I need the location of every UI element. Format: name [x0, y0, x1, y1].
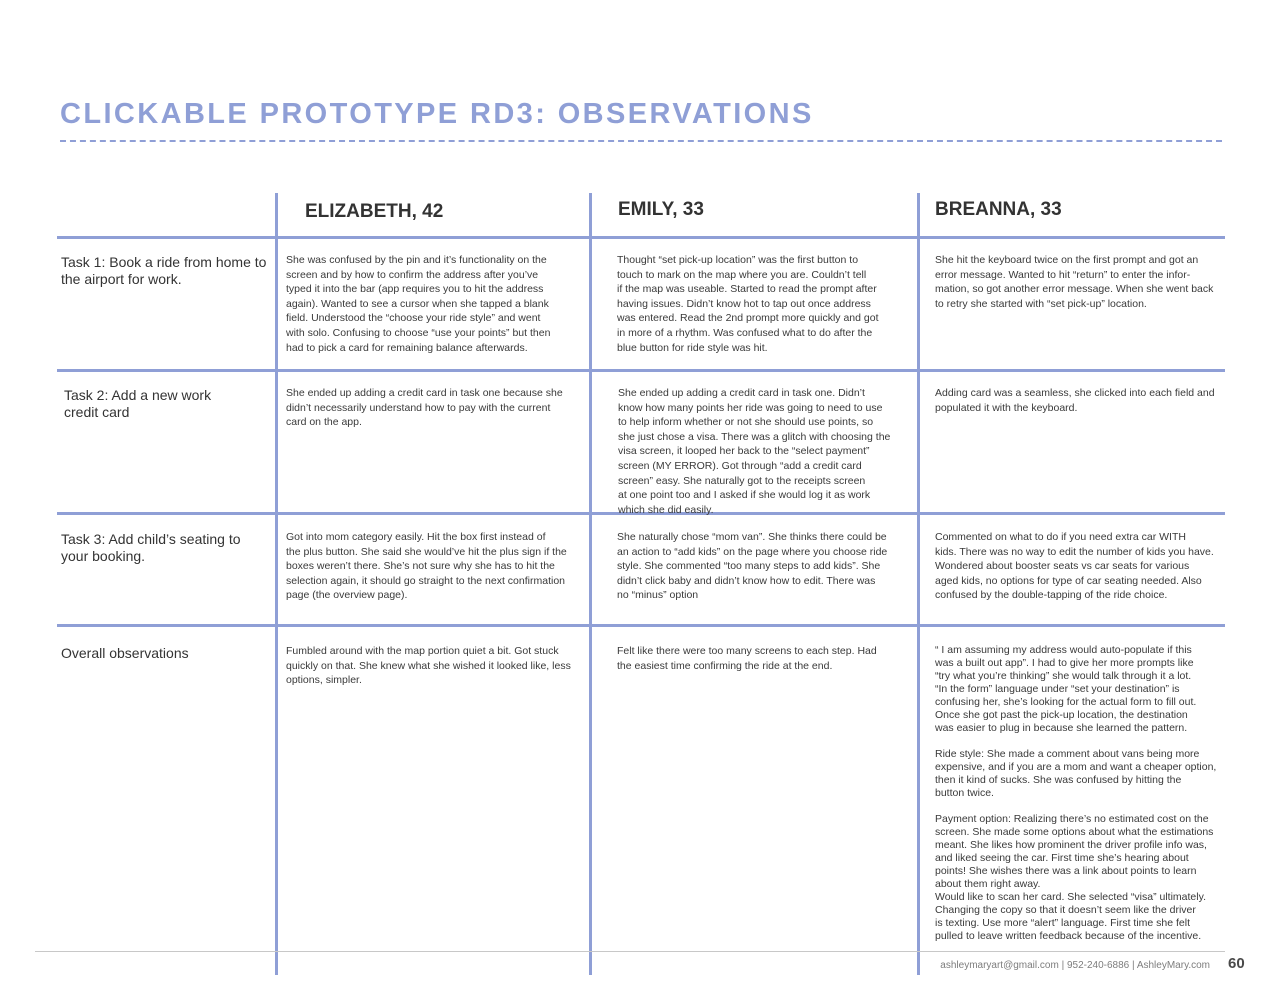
task-3-breanna: Commented on what to do if you need extra car WITH kids. There was no way to edit the number of kids you have. Wondered about booster seats vs car seats for various aged kids, no options for type of car seating needed. Also confused by the double-tapping of the ride choice.	[935, 531, 1214, 602]
column-divider	[275, 193, 278, 975]
task-3-elizabeth: Got into mom category easily. Hit the box first instead of the plus button. She said she would’ve hit the plus sign if the boxes weren’t there. She’s not sure why she has to hit the selection again, it should go straight to the next confirmation page (the overview page).	[286, 531, 567, 602]
row-divider	[57, 624, 1225, 627]
overall-label: Overall observations	[61, 645, 189, 661]
task-3-label: Task 3: Add child’s seating to your booking.	[61, 531, 241, 564]
footer-contact: ashleymaryart@gmail.com | 952-240-6886 | AshleyMary.com	[940, 960, 1210, 971]
task-1-label: Task 1: Book a ride from home to the airport for work.	[61, 254, 267, 287]
task-1-breanna: She hit the keyboard twice on the first prompt and got an error message. Wanted to hit “return” to enter the infor- mation, so got another error message. When she went back to retry she started with “set pick-up” location.	[935, 254, 1214, 310]
task-2-emily: She ended up adding a credit card in task one. Didn’t know how many points her ride was going to need to use to help inform whether or not she should use points, so she just chose a visa. There was a glitch with choosing the visa screen, it looped her back to the “select payment” screen (MY ERROR). Got through “add a credit card screen” easy. She naturally got to the receipts screen at one point too and I asked if she would log it as work which she did easily.	[618, 387, 891, 516]
column-header-emily: EMILY, 33	[618, 199, 704, 220]
column-divider	[917, 193, 920, 975]
row-divider	[57, 369, 1225, 372]
column-header-elizabeth: ELIZABETH, 42	[305, 201, 444, 222]
page-title: CLICKABLE PROTOTYPE RD3: OBSERVATIONS	[60, 98, 814, 130]
title-divider	[60, 140, 1222, 142]
row-divider	[57, 236, 1225, 239]
task-2-elizabeth: She ended up adding a credit card in task one because she didn’t necessarily understand how to pay with the current card on the app.	[286, 387, 563, 429]
overall-elizabeth: Fumbled around with the map portion quiet a bit. Got stuck quickly on that. She knew what she wished it looked like, less options, simpler.	[286, 645, 571, 687]
overall-emily: Felt like there were too many screens to each step. Had the easiest time confirming the ride at the end.	[617, 645, 877, 672]
task-2-label: Task 2: Add a new work credit card	[64, 387, 212, 420]
page-number: 60	[1228, 955, 1245, 972]
footer-divider	[35, 951, 1225, 952]
overall-breanna: “ I am assuming my address would auto-populate if this was a built out app”. I had to give her more prompts like “try what you’re thinking” she would talk through it a lot. “In the form” language under “set your destination” is confusing her, she’s looking for the actual form to fill out. Once she got past the pick-up location, the destination was easier to plug in because she learned the pattern. Ride style: She made a comment about vans being more expensive, and if you are a mom and want a cheaper option, then it kind of sucks. She was confused by hitting the button twice. Payment option: Realizing there’s no estimated cost on the screen. She made some options about what the estimations meant. She likes how prominent the driver profile info was, and liked seeing the car. First time she’s hearing about points! She wishes there was a link about points to learn about them right away. Would like to scan her card. She selected “visa” ultimately. Changing the copy so that it doesn’t seem like the driver is texting. Use more “alert” language. First time she felt pulled to leave written feedback because of the incentive.	[935, 644, 1217, 942]
task-2-breanna: Adding card was a seamless, she clicked into each field and populated it with the keyboard.	[935, 387, 1215, 414]
task-3-emily: She naturally chose “mom van”. She thinks there could be an action to “add kids” on the page where you choose ride style. She commented “too many steps to add kids”. She didn’t click baby and didn’t know how to edit. There was no “minus” option	[617, 531, 888, 602]
column-header-breanna: BREANNA, 33	[935, 199, 1062, 220]
task-1-elizabeth: She was confused by the pin and it’s functionality on the screen and by how to confirm the address after you’ve typed it into the bar (app requires you to hit the address again). Wanted to see a cursor when she tapped a blank field. Understood the “choose your ride style” and went with solo. Confusing to choose “use your points” but then had to pick a card for remaining balance afterwards.	[286, 254, 551, 354]
task-1-emily: Thought “set pick-up location” was the first button to touch to mark on the map where you are. Couldn’t tell if the map was useable. Started to read the prompt after having issues. Didn’t know hot to tap out once address was entered. Read the 2nd prompt more quickly and got in more of a rhythm. Was confused what to do after the blue button for ride style was hit.	[617, 254, 879, 354]
